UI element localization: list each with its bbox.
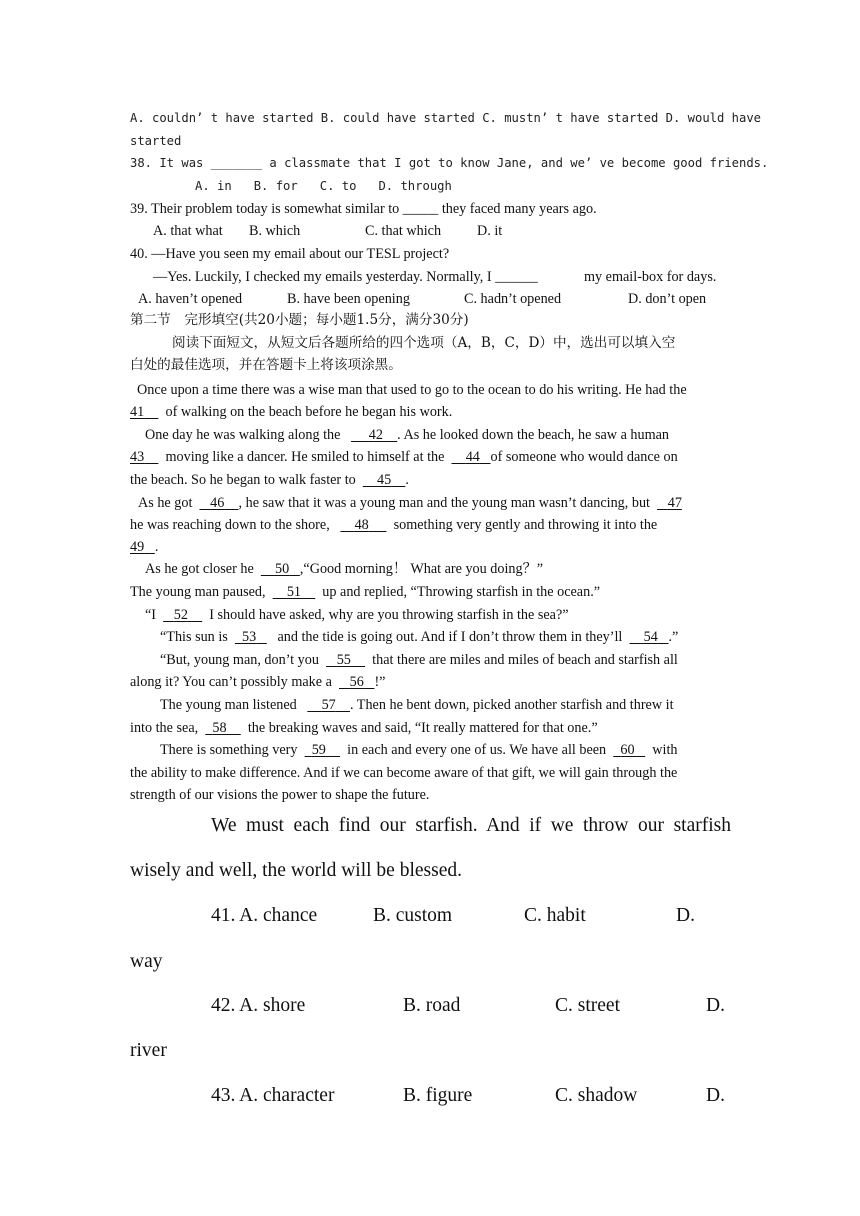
- passage-line-7: [130, 516, 731, 534]
- blank-42: [351, 427, 397, 443]
- q39-opt-a: A. that what: [153, 223, 223, 239]
- passage-line-2: [130, 403, 452, 421]
- passage-line-2-text: of walking on the beach before he began his work.: [165, 404, 453, 420]
- blank-57-num: 57: [321, 697, 336, 713]
- q40-reply-end: my email-box for days.: [584, 269, 717, 285]
- blank-56-num: 56: [349, 674, 364, 690]
- passage-line-17-a: There is something very: [160, 742, 298, 758]
- passage-line-13-a: “But, young man, don’t you: [160, 652, 319, 668]
- blank-55: [326, 652, 365, 668]
- passage-line-15-a: The young man listened: [160, 697, 297, 713]
- q37-options: A. couldn’ t have started B. could have started C. mustn’ t have started D. would have: [130, 111, 762, 125]
- q38-stem-text: 38. It was _______ a classmate that I got to know Jane, and we’ ve become good friends.: [130, 156, 769, 170]
- passage-line-15: [160, 696, 674, 714]
- q40-opt-c: C. hadn’t opened: [464, 291, 562, 307]
- q43-opt-d: D.: [706, 1085, 725, 1106]
- q42-opt-b: B. road: [403, 995, 461, 1016]
- blank-41: [130, 404, 158, 420]
- passage-line-12-b: and the tide is going out. And if I don’t throw them in they’ll: [277, 629, 623, 645]
- blank-43: [130, 449, 158, 465]
- blank-59-num: 59: [311, 742, 326, 758]
- blank-46-num: 46: [210, 495, 225, 511]
- blank-60-num: 60: [620, 742, 635, 758]
- passage-line-13: [160, 651, 678, 669]
- blank-50: [261, 561, 300, 577]
- blank-54-num: 54: [643, 629, 658, 645]
- passage-line-3-a: One day he was walking along the: [145, 427, 341, 443]
- passage-line-16-b: the breaking waves and said, “It really mattered for that one.”: [247, 720, 598, 736]
- q39-stem: 39. Their problem today is somewhat similar to _____ they faced many years ago.: [130, 201, 597, 217]
- section-instructions-2: 白处的最佳选项，并在答题卡上将该项涂黑。: [130, 357, 402, 373]
- q39-opt-c: C. that which: [365, 223, 442, 239]
- passage-line-10-a: The young man paused,: [130, 584, 266, 600]
- blank-58-num: 58: [212, 720, 227, 736]
- blank-49: [130, 539, 155, 555]
- blank-45: [363, 472, 406, 488]
- passage-line-5: the beach. So he began to walk faster to 45 .: [130, 472, 409, 488]
- passage-line-17-c: with: [652, 742, 678, 758]
- blank-49-num: 49: [130, 539, 145, 555]
- passage-line-13-b: that there are miles and miles of beach and starfish all: [372, 652, 678, 668]
- passage-line-1: Once upon a time there was a wise man that used to go to the ocean to do his writing. He had the: [137, 382, 687, 398]
- passage-line-4-b: of someone who would dance on: [490, 449, 678, 465]
- passage-line-12: “This sun is 53 and the tide is going out. And if I don’t throw them in they’ll 54 .”: [160, 629, 679, 645]
- blank-56: [339, 674, 374, 690]
- q39-opt-d: D. it: [477, 223, 503, 239]
- passage-line-11-a: “I: [145, 607, 157, 623]
- q42-opt-d: D.: [706, 995, 725, 1016]
- q38-opt-b: B. for: [253, 179, 298, 193]
- q39-opt-b: B. which: [249, 223, 301, 239]
- q41-opt-d-text: way: [130, 951, 163, 972]
- passage-line-4-a: moving like a dancer. He smiled to himself at the: [165, 449, 445, 465]
- blank-43-num: 43: [130, 449, 145, 465]
- q41-opt-c: C. habit: [524, 905, 586, 926]
- blank-58: [205, 720, 240, 736]
- blank-47-num: 47: [667, 495, 682, 511]
- passage-line-6-b: , he saw that it was a young man and the young man wasn’t dancing, but: [238, 495, 650, 511]
- blank-57: [307, 697, 350, 713]
- blank-54: [629, 629, 668, 645]
- blank-51: [273, 584, 316, 600]
- q40-stem: 40. —Have you seen my email about our TESL project?: [130, 246, 450, 262]
- blank-55-num: 55: [336, 652, 351, 668]
- q40-reply: —Yes. Luckily, I checked my emails yesterday. Normally, I ______: [153, 269, 538, 285]
- blank-51-num: 51: [286, 584, 302, 600]
- passage-line-19: strength of our visions the power to shape the future.: [130, 787, 430, 803]
- blank-52-num: 52: [173, 607, 188, 623]
- passage-line-6-a: As he got: [138, 495, 193, 511]
- q41-opt-b: B. custom: [373, 905, 453, 926]
- blank-48: [340, 517, 386, 533]
- passage-line-3-b: . As he looked down the beach, he saw a human: [397, 427, 670, 443]
- blank-52: [163, 607, 202, 623]
- blank-45-num: 45: [377, 472, 392, 488]
- passage-line-14-a: along it? You can’t possibly make a: [130, 674, 332, 690]
- q43-opt-a: 43. A. character: [211, 1085, 335, 1106]
- passage-line-7-a: he was reaching down to the shore,: [130, 517, 330, 533]
- blank-53-num: 53: [241, 629, 257, 645]
- q38-stem: [130, 154, 768, 172]
- q42-opt-d-text: river: [130, 1040, 167, 1061]
- q40-opt-a: A. haven’t opened: [138, 291, 243, 307]
- q38-opt-a: A. in: [195, 179, 232, 193]
- passage-line-16-a: into the sea,: [130, 720, 199, 736]
- blank-50-num: 50: [275, 561, 290, 577]
- q42-opt-a: 42. A. shore: [211, 995, 306, 1016]
- passage-line-9-b: ,“Good morning！ What are you doing？”: [299, 561, 544, 577]
- blank-60: [613, 742, 645, 758]
- q38-opt-d: D. through: [378, 179, 452, 193]
- passage-line-8: 49 .: [130, 539, 159, 555]
- q41-opt-d: D.: [676, 905, 695, 926]
- blank-41-num: 41: [130, 404, 145, 420]
- q43-opt-c: C. shadow: [555, 1085, 638, 1106]
- passage-line-7-b: something very gently and throwing it into the: [393, 517, 658, 533]
- passage-line-9: [145, 560, 543, 578]
- passage-line-11-b: I should have asked, why are you throwing starfish in the sea?”: [209, 607, 569, 623]
- passage-line-3: [145, 426, 731, 444]
- q38-options: [195, 177, 452, 195]
- q40-opt-d: D. don’t open: [628, 291, 707, 307]
- passage-line-17: [160, 741, 678, 759]
- blank-44: [452, 449, 491, 465]
- blank-53: [235, 629, 267, 645]
- closing-line-1: We must each find our starfish. And if we throw our starfish: [211, 815, 731, 836]
- q41-opt-a: 41. A. chance: [211, 905, 318, 926]
- passage-line-17-b: in each and every one of us. We have all been: [347, 742, 607, 758]
- passage-line-10-b: up and replied, “Throwing starfish in the ocean.”: [322, 584, 601, 600]
- q38-opt-c: C. to: [319, 179, 357, 193]
- passage-line-6: [138, 494, 682, 512]
- passage-line-5-a: the beach. So he began to walk faster to: [130, 472, 356, 488]
- blank-46: [199, 495, 238, 511]
- q43-opt-b: B. figure: [403, 1085, 473, 1106]
- q40-opt-b: B. have been opening: [287, 291, 410, 307]
- passage-line-15-b: . Then he bent down, picked another starfish and threw it: [349, 697, 674, 713]
- passage-line-4: [130, 448, 678, 466]
- passage-line-16: [130, 719, 598, 737]
- passage-line-12-a: “This sun is: [160, 629, 228, 645]
- q42-opt-c: C. street: [555, 995, 620, 1016]
- section-title: 第二节 完形填空(共20小题；每小题1.5分，满分30分): [130, 312, 469, 328]
- blank-48-num: 48: [354, 517, 369, 533]
- passage-line-14: along it? You can’t possibly make a 56 !”: [130, 674, 386, 690]
- passage-line-10: [130, 583, 600, 601]
- blank-59: [305, 742, 340, 758]
- passage-line-9-a: As he got closer he: [145, 561, 254, 577]
- blank-47: [657, 495, 682, 511]
- passage-line-11: [145, 606, 569, 624]
- blank-44-num: 44: [465, 449, 480, 465]
- passage-line-18: the ability to make difference. And if we can become aware of that gift, we will gain through the: [130, 765, 678, 781]
- closing-line-2: wisely and well, the world will be blessed.: [130, 860, 462, 881]
- q37-options-continued: started: [130, 134, 182, 148]
- section-instructions-1: 阅读下面短文，从短文后各题所给的四个选项（A，B，C，D）中，选出可以填入空: [172, 335, 676, 351]
- blank-42-num: 42: [368, 427, 383, 443]
